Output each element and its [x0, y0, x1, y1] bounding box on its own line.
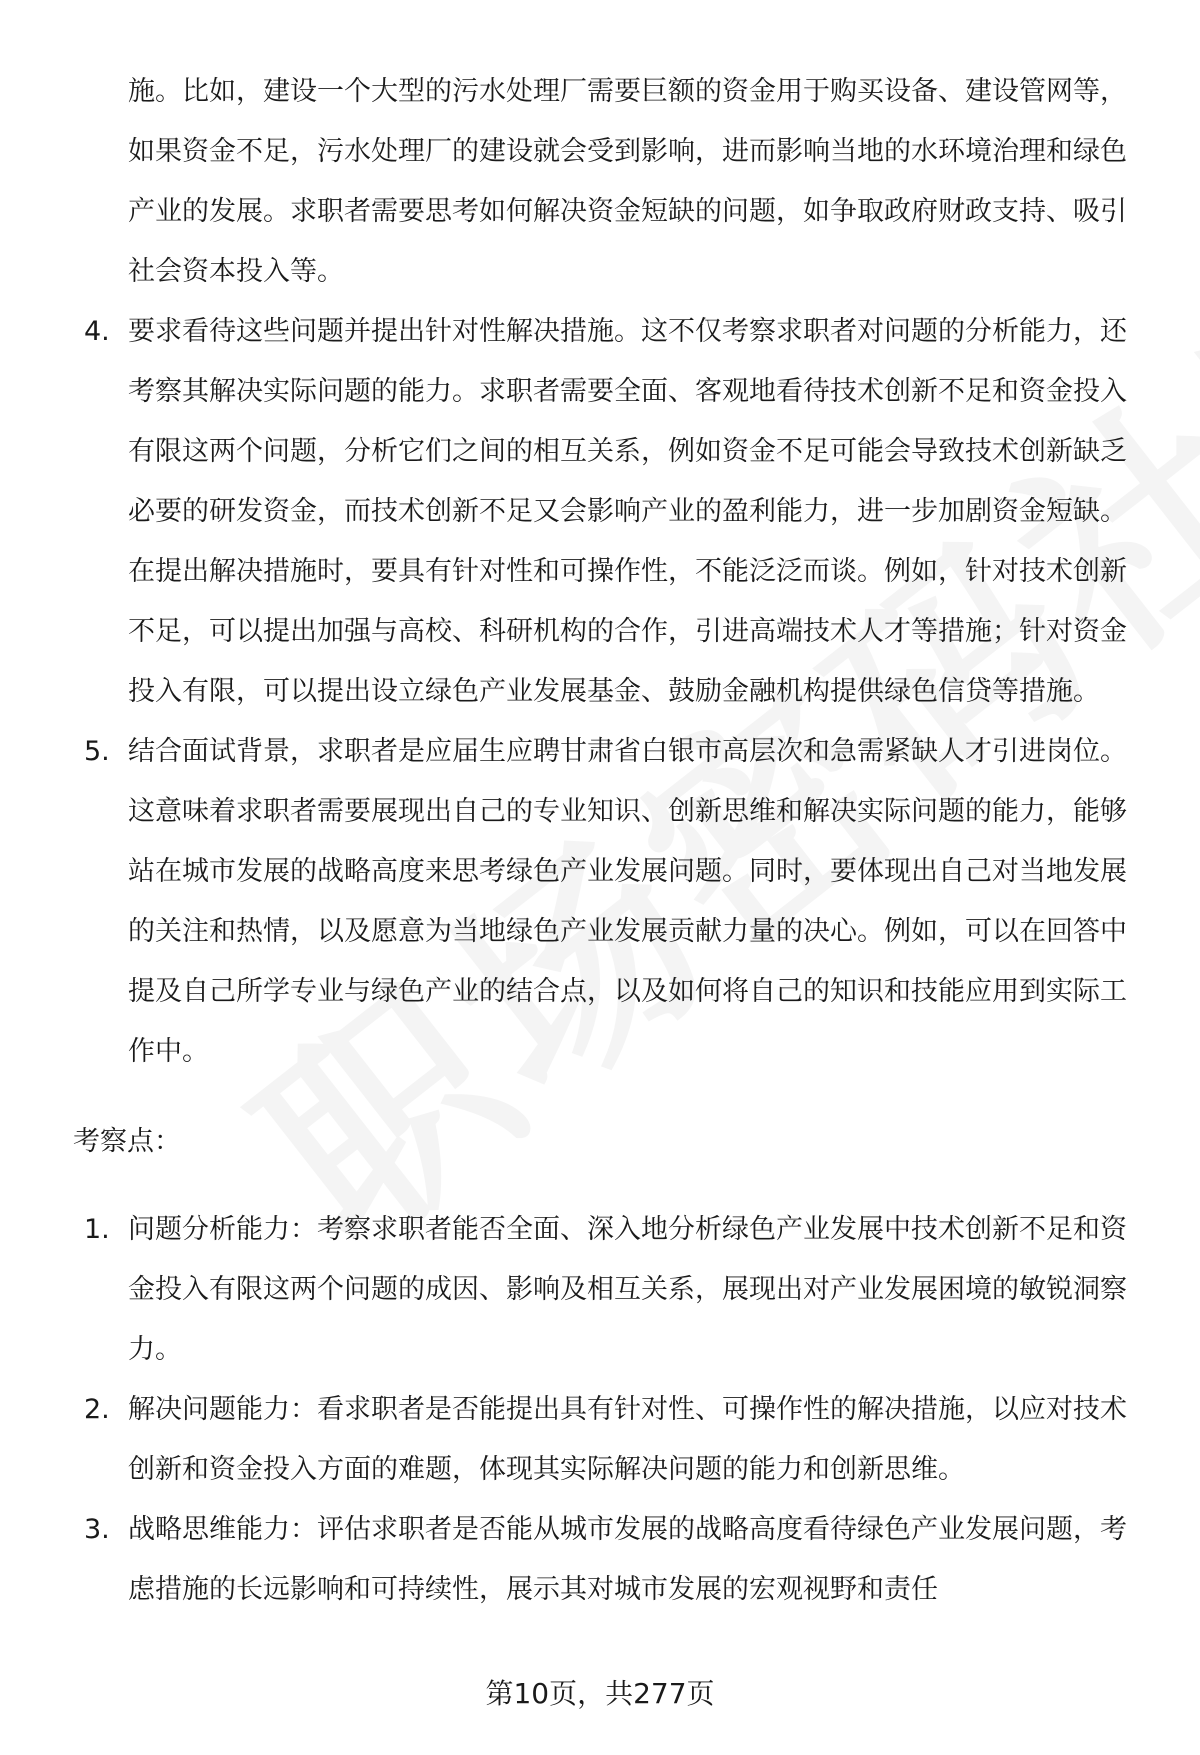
page-number-footer: 第10页，共277页 — [485, 1677, 715, 1710]
analysis-item-4 — [0, 302, 1200, 722]
list-item-text: 解决问题能力：看求职者是否能提出具有针对性、可操作性的解决措施，以应对技术创新和资金投入方面的难题，体现其实际解决问题的能力和创新思维。 — [128, 1394, 1127, 1485]
list-item-text: 结合面试背景，求职者是应届生应聘甘肃省白银市高层次和急需紧缺人才引进岗位。这意味着求职者需要展现出自己的专业知识、创新思维和解决实际问题的能力，能够站在城市发展的战略高度来思考绿色产业发展问题。同时，要体现出自己对当地发展的关注和热情，以及愿意为当地绿色产业发展贡献力量的决心。例如，可以在回答中提及自己所学专业与绿色产业的结合点，以及如何将自己的知识和技能应用到实际工作中。 — [128, 736, 1127, 1067]
list-item-text: 战略思维能力：评估求职者是否能从城市发展的战略高度看待绿色产业发展问题，考虑措施的长远影响和可持续性，展示其对城市发展的宏观视野和责任 — [128, 1514, 1127, 1605]
page-content — [0, 62, 1200, 1620]
list-number: 2. — [84, 1394, 110, 1425]
assessment-item-2 — [0, 1380, 1200, 1500]
analysis-item-5 — [0, 722, 1200, 1082]
list-number: 1. — [84, 1214, 110, 1245]
list-item-text: 问题分析能力：考察求职者能否全面、深入地分析绿色产业发展中技术创新不足和资金投入有限这两个问题的成因、影响及相互关系，展现出对产业发展困境的敏锐洞察力。 — [128, 1214, 1127, 1365]
list-number: 5. — [84, 736, 110, 767]
assessment-item-1 — [0, 1200, 1200, 1380]
list-number: 4. — [84, 316, 110, 347]
analysis-list — [0, 302, 1200, 1082]
list-number: 3. — [84, 1514, 110, 1545]
assessment-item-3 — [0, 1500, 1200, 1620]
section-title-assessment-points: 考察点： — [73, 1126, 181, 1157]
list-item-text: 要求看待这些问题并提出针对性解决措施。这不仅考察求职者对问题的分析能力，还考察其解决实际问题的能力。求职者需要全面、客观地看待技术创新不足和资金投入有限这两个问题，分析它们之间的相互关系，例如资金不足可能会导致技术创新缺乏必要的研发资金，而技术创新不足又会影响产业的盈利能力，进一步加剧资金短缺。在提出解决措施时，要具有针对性和可操作性，不能泛泛而谈。例如，针对技术创新不足，可以提出加强与高校、科研机构的合作，引进高端技术人才等措施；针对资金投入有限，可以提出设立绿色产业发展基金、鼓励金融机构提供绿色信贷等措施。 — [128, 316, 1127, 707]
intro-continuation-paragraph: 施。比如，建设一个大型的污水处理厂需要巨额的资金用于购买设备、建设管网等，如果资金不足，污水处理厂的建设就会受到影响，进而影响当地的水环境治理和绿色产业的发展。求职者需要思考如何解决资金短缺的问题，如争取政府财政支持、吸引社会资本投入等。 — [128, 76, 1127, 287]
assessment-list — [0, 1200, 1200, 1620]
